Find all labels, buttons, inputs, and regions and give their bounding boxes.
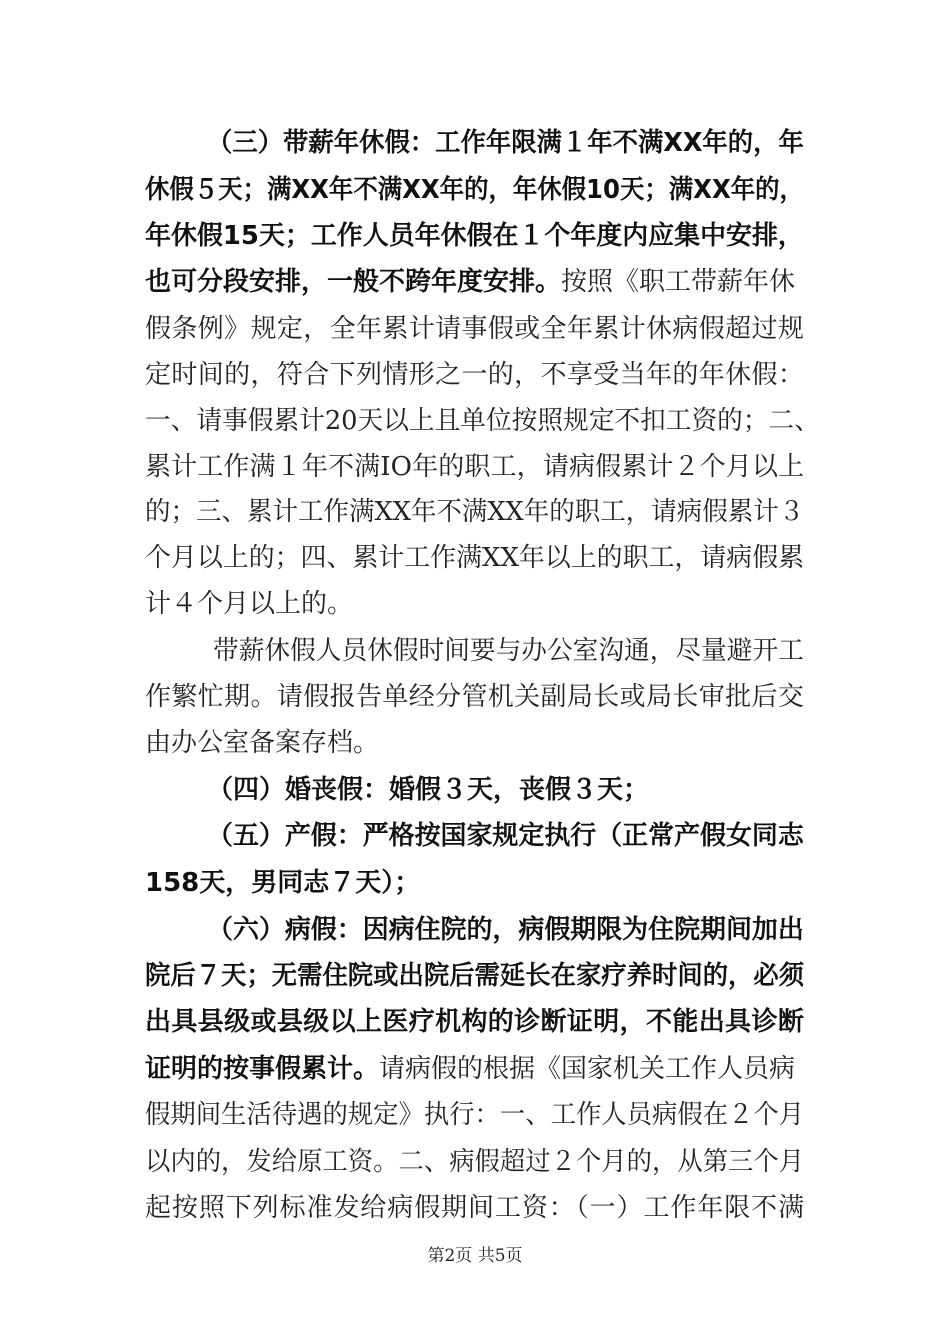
bold-text-segment: （三）带薪年休假：工作年限满１年不满XX年的，年 [207,128,804,158]
text-segment: 由办公室备案存档。 [145,728,380,758]
text-segment: 一、请事假累计20天以上且单位按照规定不扣工资的；二、 [145,406,820,436]
bold-text-segment: 院后７天；无需住院或出院后需延长在家疗养时间的，必须 [145,961,805,991]
text-line [145,728,379,758]
text-segment: 按照《职工带薪年休 [561,267,796,297]
text-line [145,221,804,251]
text-segment: 假期间生活待遇的规定》执行：一、工作人员病假在２个月 [145,1100,805,1130]
text-line [213,636,804,666]
text-line [207,775,649,805]
text-line [145,543,804,573]
text-segment: 请病假的根据《国家机关工作人员病 [379,1054,796,1084]
text-line [145,589,353,619]
bold-text-segment: （四）婚丧假：婚假３天，丧假３天； [207,775,650,805]
text-line [145,868,420,898]
text-segment: 的；三、累计工作满XX年不满XX年的职工，请病假累计３ [145,497,805,527]
text-line [145,267,795,297]
text-line [145,1147,804,1177]
text-line [145,497,804,527]
text-line [145,314,804,344]
text-line [145,1054,795,1084]
text-line [207,821,804,851]
text-line [207,915,804,945]
page-footer: 第2页 共5页 [427,1246,523,1266]
text-segment: 个月以上的；四、累计工作满XX年以上的职工，请病假累 [145,543,805,573]
bold-text-segment: （六）病假：因病住院的，病假期限为住院期间加出 [207,915,804,945]
bold-text-segment: 证明的按事假累计。 [145,1054,380,1084]
text-segment: 累计工作满１年不满IO年的职工，请病假累计２个月以上 [145,452,805,482]
text-segment: 作繁忙期。请假报告单经分管机关副局长或局长审批后交 [145,682,805,712]
text-line [145,1007,804,1037]
text-line [145,1193,805,1223]
text-line [145,452,804,482]
text-line [145,1100,804,1130]
text-line [145,175,804,205]
text-line [145,961,804,991]
bold-text-segment: 年休假15天；工作人员年休假在１个年度内应集中安排， [145,221,804,251]
bold-text-segment: 出具县级或县级以上医疗机构的诊断证明，不能出具诊断 [145,1007,805,1037]
text-line [145,406,820,436]
bold-text-segment: （五）产假：严格按国家规定执行（正常产假女同志 [207,821,804,851]
bold-text-segment: 也可分段安排，一般不跨年度安排。 [145,267,562,297]
bold-text-segment: 休假５天；满XX年不满XX年的，年休假10天；满XX年的， [145,175,804,205]
text-line [145,360,804,390]
text-segment: 起按照下列标准发给病假期间工资：（一）工作年限不满 [145,1193,806,1223]
text-segment: 假条例》规定，全年累计请事假或全年累计休病假超过规 [145,314,805,344]
text-line [145,682,804,712]
text-segment: 计４个月以上的。 [145,589,354,619]
text-segment: 定时间的，符合下列情形之一的，不享受当年的年休假： [145,360,805,390]
bold-text-segment: 158天，男同志７天）； [145,868,421,898]
text-line [207,128,804,158]
text-segment: 带薪休假人员休假时间要与办公室沟通，尽量避开工 [213,636,804,666]
text-segment: 以内的，发给原工资。二、病假超过２个月的，从第三个月 [145,1147,805,1177]
